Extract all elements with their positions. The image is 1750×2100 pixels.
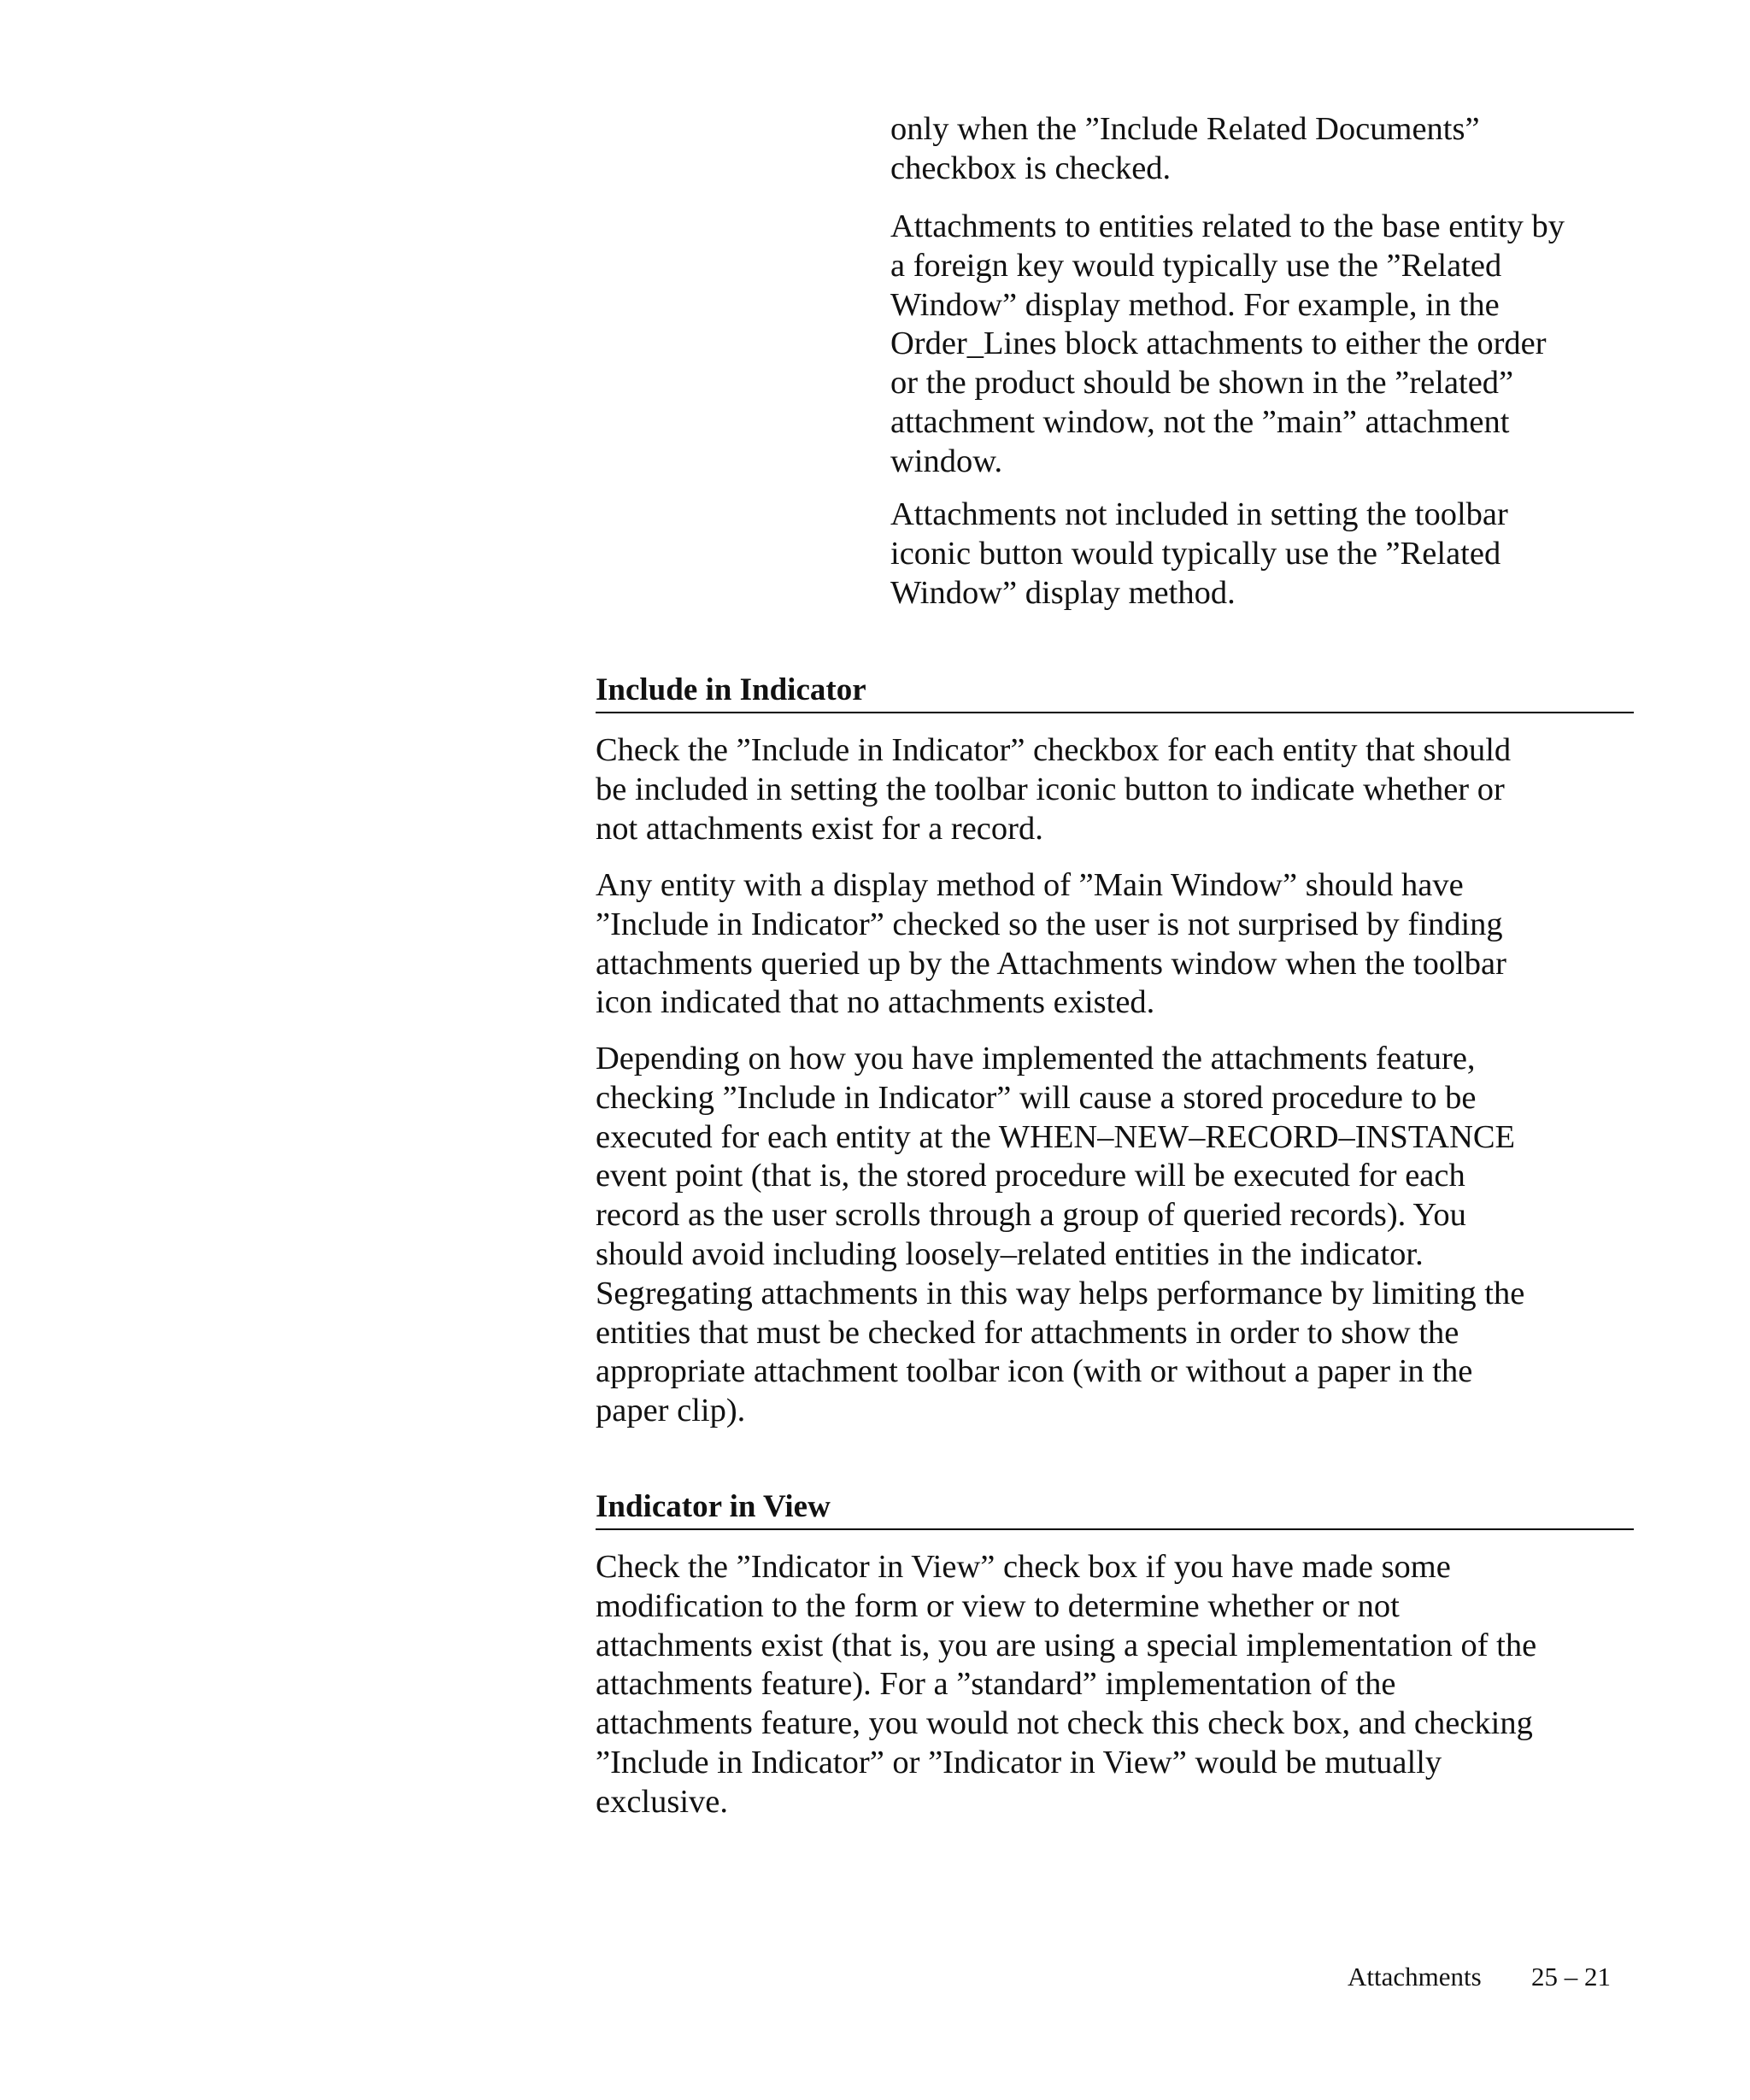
text-line: executed for each entity at the WHEN–NEW–RECORD–INSTANCE	[596, 1118, 1516, 1155]
section-heading-include-in-indicator: Include in Indicator	[596, 672, 1634, 713]
text-line: appropriate attachment toolbar icon (with or without a paper in the	[596, 1353, 1473, 1390]
text-line: Segregating attachments in this way helps performance by limiting the	[596, 1275, 1525, 1311]
text-line: paper clip).	[596, 1393, 746, 1429]
section2-paragraph-1	[596, 1548, 1647, 1822]
text-line: attachment window, not the ”main” attachment	[890, 403, 1510, 440]
text-line: Depending on how you have implemented the attachments feature,	[596, 1041, 1476, 1076]
text-line: Attachments to entities related to the base entity by	[890, 208, 1565, 244]
text-line: not attachments exist for a record.	[596, 810, 1043, 847]
text-line: attachments exist (that is, you are using a special implementation of the	[596, 1627, 1537, 1663]
intro-paragraph-2	[890, 208, 1642, 482]
text-line: window.	[890, 443, 1003, 479]
text-line: exclusive.	[596, 1783, 729, 1820]
text-line: iconic button would typically use the ”Related	[890, 535, 1501, 572]
text-line: Order_Lines block attachments to either the order	[890, 326, 1547, 362]
footer-page-number: 25 – 21	[1531, 1962, 1611, 1991]
text-line: attachments feature, you would not check this check box, and checking	[596, 1705, 1533, 1742]
text-line: or the product should be shown in the ”related”	[890, 365, 1514, 402]
text-line: icon indicated that no attachments existed.	[596, 984, 1155, 1021]
text-line: attachments queried up by the Attachments window when the toolbar	[596, 945, 1506, 982]
section-heading-indicator-in-view: Indicator in View	[596, 1488, 1634, 1530]
text-line: Check the ”Indicator in View” check box if you have made some	[596, 1549, 1451, 1585]
intro-paragraph-3	[890, 496, 1642, 613]
text-line: event point (that is, the stored procedure will be executed for each	[596, 1158, 1465, 1194]
text-line: attachments feature). For a ”standard” implementation of the	[596, 1666, 1396, 1703]
text-line: modification to the form or view to determine whether or not	[596, 1587, 1400, 1624]
text-line: record as the user scrolls through a group of queried records). You	[596, 1197, 1466, 1234]
text-line: ”Include in Indicator” checked so the user is not surprised by finding	[596, 906, 1503, 942]
text-line: Attachments not included in setting the toolbar	[890, 496, 1508, 532]
text-line: be included in setting the toolbar iconic button to indicate whether or	[596, 771, 1505, 807]
text-line: should avoid including loosely–related entities in the indicator.	[596, 1235, 1424, 1272]
section1-paragraph-3	[596, 1040, 1647, 1431]
text-line: only when the ”Include Related Documents”	[890, 111, 1480, 147]
section1-paragraph-1	[596, 731, 1647, 848]
text-line: a foreign key would typically use the ”Related	[890, 247, 1502, 284]
text-line: ”Include in Indicator” or ”Indicator in View” would be mutually	[596, 1744, 1442, 1780]
text-line: Any entity with a display method of ”Main Window” should have	[596, 867, 1464, 903]
text-line: checkbox is checked.	[890, 150, 1172, 186]
text-line: Window” display method. For example, in the	[890, 286, 1500, 323]
footer-chapter-title: Attachments	[1348, 1962, 1482, 1991]
intro-paragraph-1	[890, 110, 1642, 189]
text-line: checking ”Include in Indicator” will cause a stored procedure to be	[596, 1079, 1477, 1116]
text-line: entities that must be checked for attachments in order to show the	[596, 1314, 1459, 1351]
text-line: Window” display method.	[890, 574, 1236, 611]
section1-paragraph-2	[596, 866, 1647, 1023]
text-line: Check the ”Include in Indicator” checkbox for each entity that should	[596, 732, 1512, 768]
